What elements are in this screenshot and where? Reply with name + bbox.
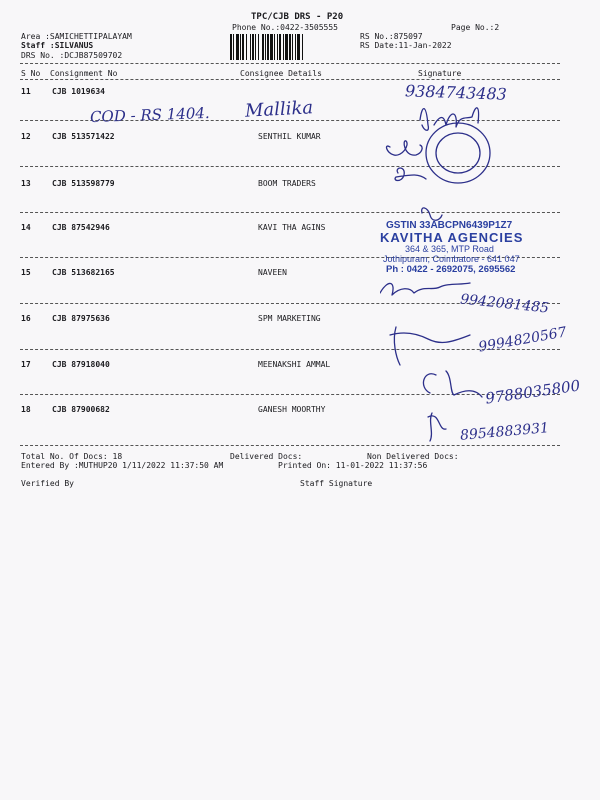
total-docs: Total No. Of Docs: 18	[21, 452, 123, 461]
barcode	[230, 34, 350, 60]
row-sno: 18	[21, 405, 31, 414]
row-consignment: CJB 87542946	[52, 223, 110, 232]
barcode-bar	[246, 34, 247, 60]
rs-number: RS No.:875097	[360, 32, 423, 41]
row-sno: 14	[21, 223, 31, 232]
handwritten-phone: 9788035800	[484, 376, 582, 408]
printed-on: Printed On: 11-01-2022 11:37:56	[278, 461, 428, 470]
delivered-docs: Delivered Docs:	[230, 452, 303, 461]
row-consignment: CJB 87900682	[52, 405, 110, 414]
barcode-bar	[283, 34, 284, 60]
row-sno: 16	[21, 314, 31, 323]
row-consignment: CJB 513598779	[52, 179, 115, 188]
row-consignment: CJB 87918040	[52, 360, 110, 369]
row-sno: 12	[21, 132, 31, 141]
handwritten-phone: 9942081485	[459, 291, 550, 317]
barcode-bar	[240, 34, 241, 60]
barcode-bar	[258, 34, 259, 60]
row-sno: 17	[21, 360, 31, 369]
col-signature: Signature	[418, 69, 462, 78]
row-sno: 13	[21, 179, 31, 188]
col-consignee: Consignee Details	[240, 69, 322, 78]
row-consignee: SENTHIL KUMAR	[258, 132, 321, 141]
divider	[20, 79, 560, 80]
stamp-address: Jothipuram, Coimbatore - 641 047	[383, 254, 520, 264]
barcode-bar	[292, 34, 293, 60]
handwritten-phone: 8954883931	[459, 420, 550, 444]
barcode-bar	[262, 34, 264, 60]
barcode-bar	[285, 34, 288, 60]
rs-date: RS Date:11-Jan-2022	[360, 41, 452, 50]
barcode-bar	[289, 34, 291, 60]
barcode-bar	[233, 34, 234, 60]
handwritten-cod-note: COD - RS 1404.	[89, 103, 210, 127]
barcode-bar	[279, 34, 281, 60]
row-consignment: CJB 513571422	[52, 132, 115, 141]
drs-number: DRS No. :DCJB87509702	[21, 51, 123, 60]
barcode-bar	[267, 34, 269, 60]
handwritten-phone: 9994820567	[477, 324, 568, 356]
stamp-address: 364 & 365, MTP Road	[405, 244, 494, 254]
row-sno: 11	[21, 87, 31, 96]
signatures-drawing	[380, 95, 580, 455]
barcode-bar	[242, 34, 244, 60]
entered-by: Entered By :MUTHUP20 1/11/2022 11:37:50 AM	[21, 461, 224, 470]
row-consignee: SPM MARKETING	[258, 314, 321, 323]
area: Area :SAMICHETTIPALAYAM	[21, 32, 132, 41]
handwritten-name: Mallika	[244, 97, 314, 122]
page-number: Page No.:2	[451, 23, 500, 32]
row-consignee: BOOM TRADERS	[258, 179, 316, 188]
row-consignment: CJB 1019634	[52, 87, 105, 96]
barcode-bar	[255, 34, 256, 60]
row-consignment: CJB 513682165	[52, 268, 115, 277]
barcode-bar	[302, 34, 303, 60]
row-consignee: KAVI THA AGINS	[258, 223, 326, 232]
staff-signature: Staff Signature	[300, 479, 373, 488]
barcode-bar	[265, 34, 266, 60]
handwritten-phone: 9384743483	[404, 81, 508, 104]
barcode-bar	[297, 34, 300, 60]
barcode-bar	[270, 34, 273, 60]
verified-by: Verified By	[21, 479, 74, 488]
phone-number: Phone No.:0422-3505555	[232, 23, 338, 32]
col-consignment: Consignment No	[50, 69, 118, 78]
stamp-gstin: GSTIN 33ABCPN6439P1Z7	[386, 220, 513, 231]
col-sno: S No	[21, 69, 41, 78]
row-consignee: GANESH MOORTHY	[258, 405, 326, 414]
barcode-bar	[236, 34, 239, 60]
barcode-bar	[277, 34, 278, 60]
barcode-bar	[230, 34, 232, 60]
barcode-bar	[252, 34, 254, 60]
row-sno: 15	[21, 268, 31, 277]
non-delivered-docs: Non Delivered Docs:	[367, 452, 459, 461]
barcode-bar	[250, 34, 251, 60]
stamp-company-name: KAVITHA AGENCIES	[380, 230, 524, 245]
barcode-bar	[274, 34, 275, 60]
row-consignee: NAVEEN	[258, 268, 287, 277]
document-title: TPC/CJB DRS - P20	[251, 12, 344, 22]
staff: Staff :SILVANUS	[21, 41, 94, 50]
stamp-phone: Ph : 0422 - 2692075, 2695562	[386, 264, 516, 275]
divider	[20, 63, 560, 64]
row-consignee: MEENAKSHI AMMAL	[258, 360, 331, 369]
row-consignment: CJB 87975636	[52, 314, 110, 323]
barcode-bar	[295, 34, 296, 60]
